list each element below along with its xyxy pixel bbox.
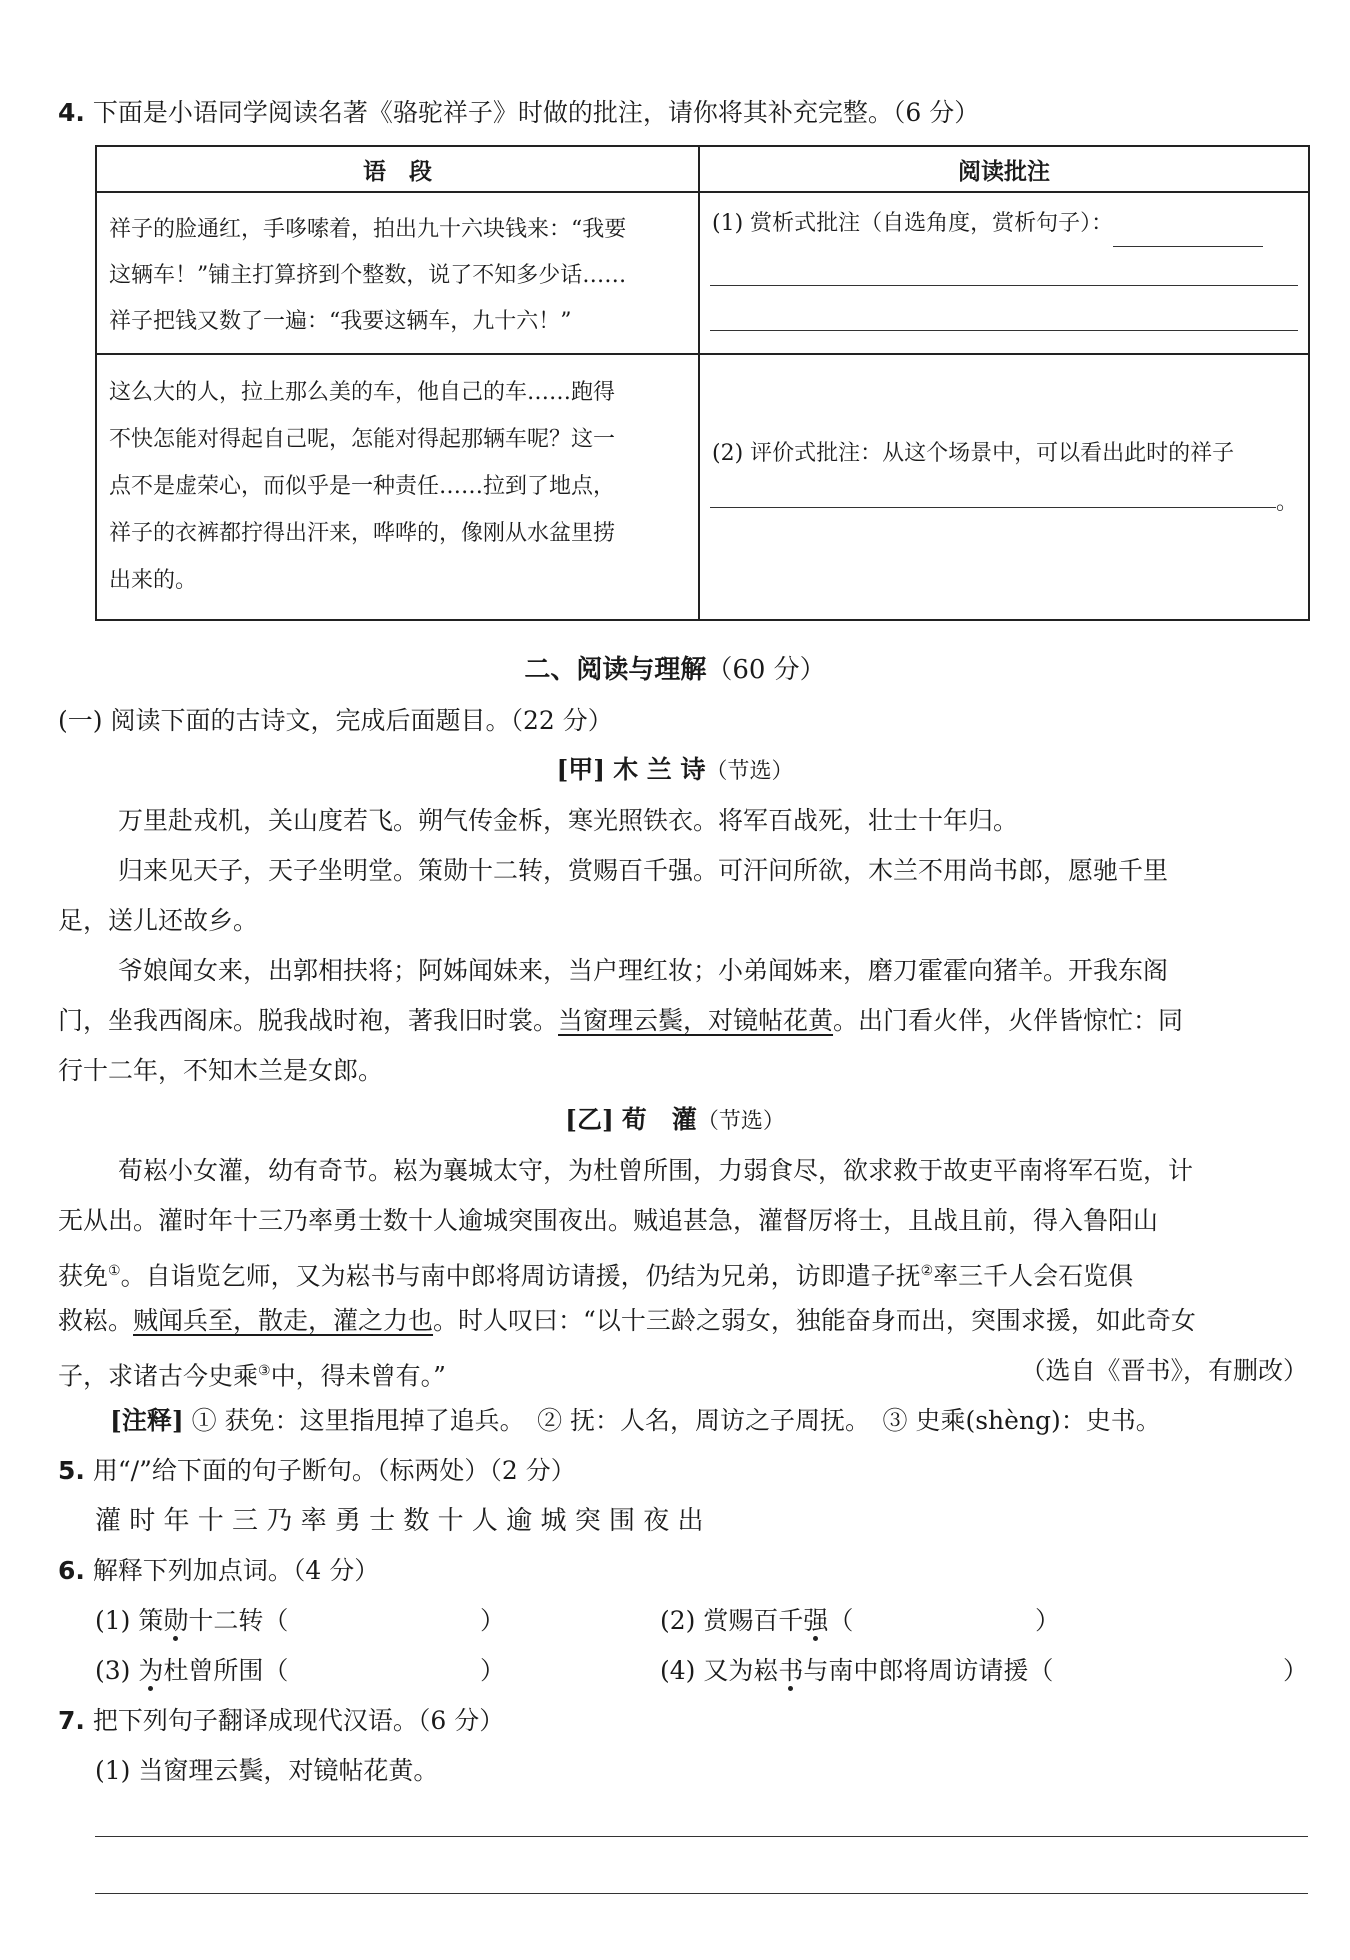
question-number: 7.	[58, 1706, 85, 1735]
q6-item[interactable]	[95, 1604, 505, 1638]
q6-item[interactable]	[660, 1654, 1308, 1688]
poem-line: 行十二年，不知木兰是女郎。	[58, 1056, 384, 1085]
text-span: 与南中郎将周访请援（	[803, 1656, 1054, 1685]
answer-line[interactable]	[95, 1893, 1308, 1894]
underlined-sentence: 贼闻兵至，散走，灌之力也	[133, 1306, 434, 1335]
text-span: 子，求诸古今史乘	[58, 1361, 259, 1391]
text-span: 。自诣览乞师，又为崧书与南中郎将周访请援，仍结为兄弟，访即遣子抚	[120, 1261, 921, 1291]
passage-line: 这辆车！”铺主打算挤到个整数，说了不知多少话……	[109, 263, 627, 288]
q6-item[interactable]	[95, 1654, 505, 1688]
translation-item: (1) 当窗理云鬓，对镜帖花黄。	[95, 1756, 439, 1785]
text-span: (4) 又为崧	[660, 1656, 779, 1685]
answer-line[interactable]	[95, 1836, 1308, 1837]
dotted-word: 强	[803, 1606, 829, 1635]
text-span: 门，坐我西阁床。脱我战时袍，著我旧时裳。	[58, 1006, 559, 1035]
question-7	[58, 1704, 504, 1738]
text-span: (3)	[95, 1656, 139, 1685]
section-title	[0, 653, 1350, 687]
excerpt-note: （节选）	[705, 759, 794, 784]
text-span: 杜曾所围（	[163, 1656, 289, 1685]
sentence-to-punctuate[interactable]: 灌 时 年 十 三 乃 率 勇 士 数 十 人 逾 城 突 围 夜 出	[95, 1506, 704, 1536]
section-title-text: 二、阅读与理解	[524, 655, 707, 685]
text-span: 十二转（	[188, 1606, 289, 1635]
part-1-heading: (一) 阅读下面的古诗文，完成后面题目。（22 分）	[58, 706, 613, 735]
annotation-text: ① 获免：这里指甩掉了追兵。 ② 抚：人名，周访之子周抚。 ③ 史乘(shèng)：史书。	[191, 1406, 1161, 1435]
poem-paragraph: 归来见天子，天子坐明堂。策勋十二转，赏赐百千强。可汗问所欲，木兰不用尚书郎，愿驰千里	[118, 856, 1169, 885]
note-cell-2	[699, 354, 1309, 620]
passage-line: 出来的。	[109, 568, 198, 593]
table-row	[96, 192, 1309, 354]
annotation-label: [注释]	[110, 1406, 184, 1435]
note-prompt: (2) 评价式批注：从这个场景中，可以看出此时的祥子	[712, 441, 1235, 466]
passage-line: 这么大的人，拉上那么美的车，他自己的车……跑得	[109, 380, 616, 405]
poem-line: 足，送儿还故乡。	[58, 906, 259, 935]
table-header-row	[96, 146, 1309, 192]
annotations	[110, 1404, 1161, 1438]
prose-title	[0, 1103, 1350, 1139]
footnote-ref: ②	[920, 1263, 934, 1279]
text-span: 获免	[58, 1261, 109, 1291]
answer-line[interactable]	[710, 330, 1298, 331]
period: 。	[1275, 490, 1298, 515]
passage-tag: [甲]	[556, 755, 606, 784]
poem-paragraph: 万里赴戎机，关山度若飞。朔气传金柝，寒光照铁衣。将军百战死，壮士十年归。	[118, 806, 1019, 835]
passage-tag: [乙]	[565, 1105, 614, 1134]
prose-line: 无从出。灌时年十三乃率勇士数十人逾城突围夜出。贼追甚急，灌督厉将士，且战且前，得入鲁阳山	[58, 1206, 1159, 1235]
passage-title: 木 兰 诗	[613, 755, 706, 784]
question-6	[58, 1554, 379, 1588]
text-span: (2) 赏赐百千	[660, 1606, 804, 1635]
poem-paragraph: 爷娘闻女来，出郭相扶将；阿姊闻妹来，当户理红妆；小弟闻姊来，磨刀霍霍向猪羊。开我东阁	[118, 956, 1169, 985]
annotation-table	[95, 145, 1310, 621]
question-text: 用“/”给下面的句子断句。（标两处）（2 分）	[92, 1456, 576, 1485]
question-number: 6.	[58, 1556, 85, 1585]
prose-line: 荀崧小女灌，幼有奇节。崧为襄城太守，为杜曾所围，力弱食尽，欲求救于故吏平南将军石览，计	[118, 1156, 1194, 1185]
text-span: (1) 策	[95, 1606, 164, 1635]
table-row	[96, 354, 1309, 620]
passage-line: 不快怎能对得起自己呢，怎能对得起那辆车呢？这一	[109, 427, 616, 452]
dotted-word: 为	[138, 1656, 164, 1685]
note-cell-1	[699, 192, 1309, 354]
dotted-word: 勋	[163, 1606, 189, 1635]
close-paren: ）	[479, 1656, 505, 1685]
text-span: 率三千人会石览俱	[933, 1261, 1134, 1291]
q6-item[interactable]	[660, 1604, 1060, 1638]
answer-line-wrap	[710, 490, 1298, 515]
header-passage: 语 段	[96, 146, 699, 192]
passage-line: 祥子把钱又数了一遍：“我要这辆车，九十六！”	[109, 309, 572, 334]
answer-line[interactable]	[710, 495, 1276, 508]
footnote-ref: ①	[108, 1263, 121, 1279]
close-paren: ）	[1282, 1656, 1308, 1685]
passage-line: 点不是虚荣心，而似乎是一种责任……拉到了地点，	[109, 474, 616, 499]
text-span: 。出门看火伴，火伴皆惊忙：同	[833, 1006, 1184, 1035]
note-prompt	[700, 193, 1308, 247]
passage-text	[97, 193, 698, 345]
passage-line: 祥子的脸通红，手哆嗦着，拍出九十六块钱来：“我要	[109, 217, 627, 242]
answer-line[interactable]	[710, 285, 1298, 286]
close-paren: ）	[1034, 1606, 1060, 1635]
close-paren: ）	[479, 1606, 505, 1635]
dotted-word: 书	[778, 1656, 804, 1685]
text-span: 救崧。	[58, 1306, 134, 1335]
text-span: 。时人叹曰：“以十三龄之弱女，独能奋身而出，突围求援，如此奇女	[433, 1306, 1196, 1335]
prose-line	[58, 1354, 1308, 1393]
prose-line	[58, 1304, 1196, 1338]
question-text: 解释下列加点词。（4 分）	[92, 1556, 380, 1585]
footnote-ref: ③	[258, 1363, 271, 1379]
prose-line	[58, 1254, 1133, 1293]
poem-title	[0, 753, 1350, 789]
question-number: 4.	[58, 98, 85, 127]
passage-title: 荀 灌	[621, 1105, 697, 1134]
question-number: 5.	[58, 1456, 85, 1485]
passage-line: 祥子的衣裤都拧得出汗来，哗哗的，像刚从水盆里捞	[109, 521, 616, 546]
section-score: （60 分）	[706, 655, 826, 685]
underlined-sentence: 当窗理云鬓，对镜帖花黄	[558, 1006, 834, 1035]
passage-cell-1	[96, 192, 699, 354]
question-text: 把下列句子翻译成现代汉语。（6 分）	[92, 1706, 505, 1735]
poem-line	[58, 1004, 1183, 1038]
passage-cell-2	[96, 354, 699, 620]
question-5	[58, 1454, 576, 1488]
text-span: 中，得未曾有。”	[270, 1361, 446, 1391]
text-span: （	[828, 1606, 854, 1635]
excerpt-note: （节选）	[696, 1109, 785, 1134]
question-text: 下面是小语同学阅读名著《骆驼祥子》时做的批注，请你将其补充完整。（6 分）	[92, 98, 980, 127]
question-4	[58, 96, 979, 130]
source-citation: （选自《晋书》，有删改）	[1020, 1356, 1308, 1385]
answer-blank[interactable]	[1113, 246, 1263, 247]
passage-text	[97, 355, 698, 604]
note-label: (1) 赏析式批注（自选角度，赏析句子）：	[712, 211, 1114, 236]
header-annotation: 阅读批注	[699, 146, 1309, 192]
